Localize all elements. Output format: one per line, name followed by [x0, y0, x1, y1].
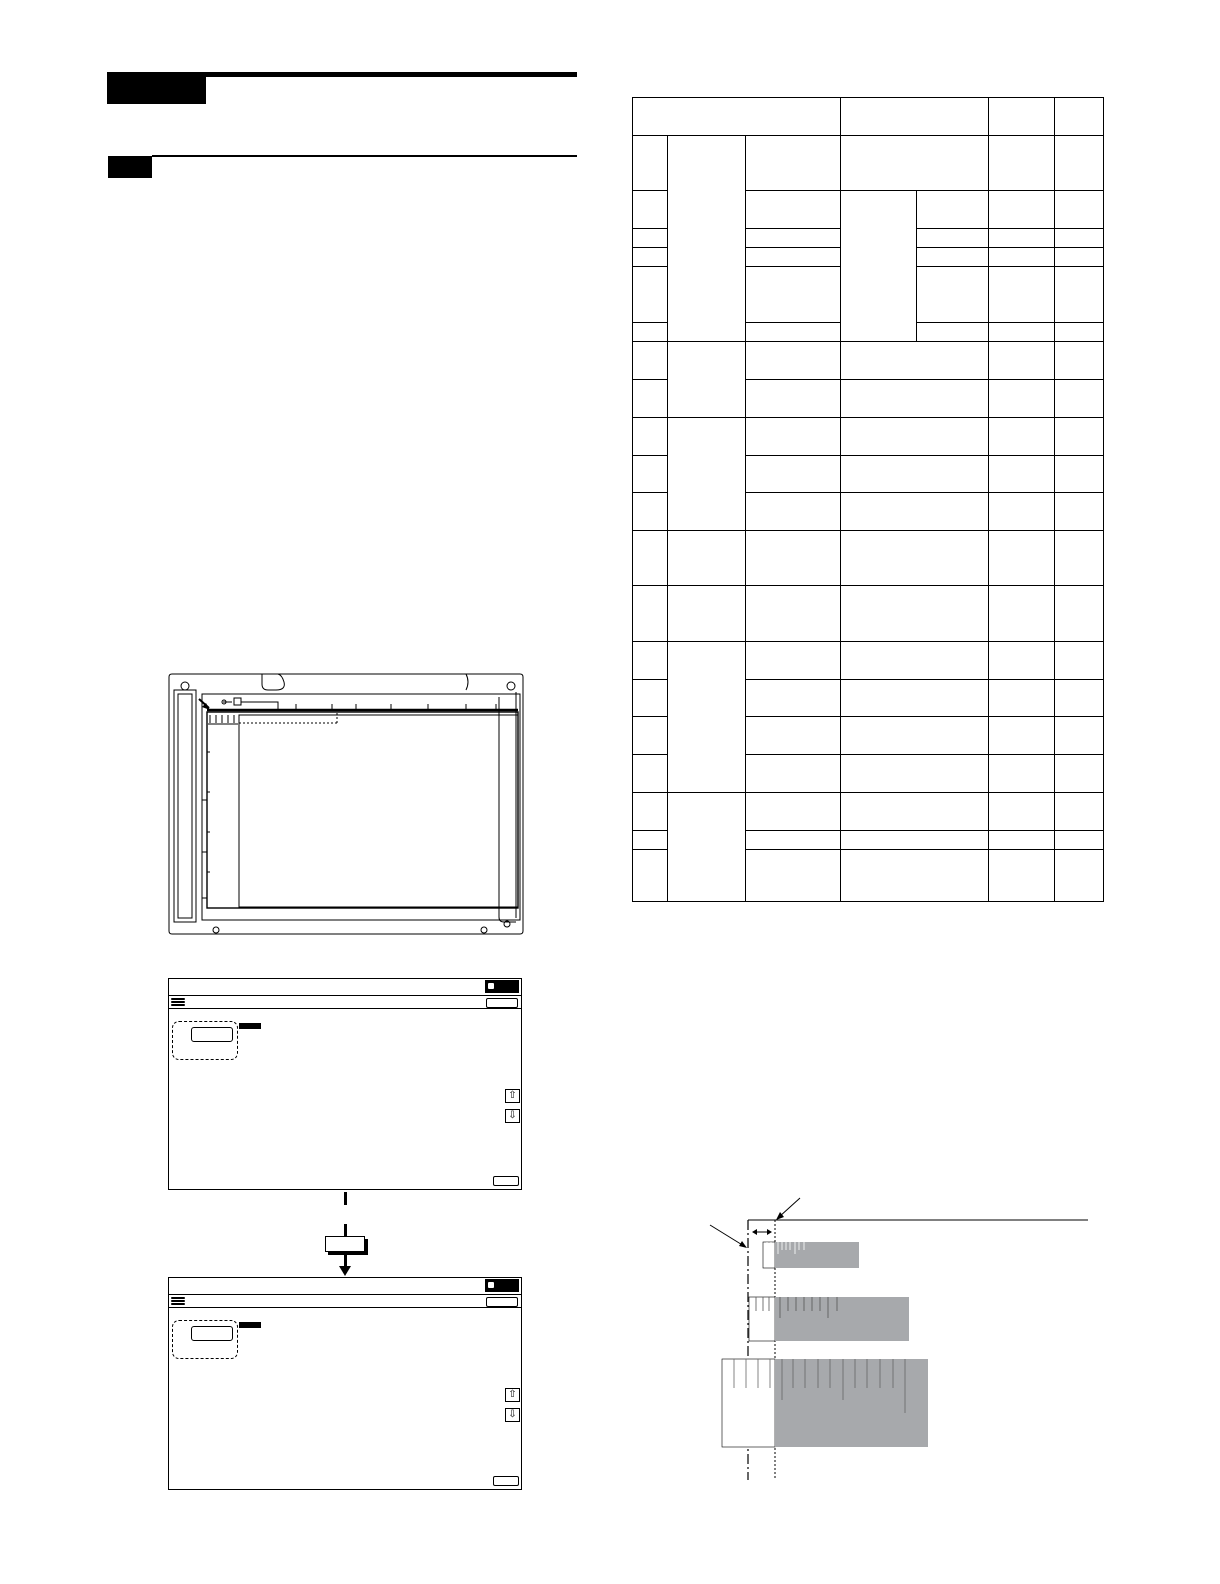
lead-edge-scale-illustration [700, 1190, 1095, 1480]
table-cell [746, 755, 841, 793]
table-cell [841, 793, 989, 831]
table-cell [989, 850, 1055, 902]
table-cell [1055, 755, 1104, 793]
table-cell [917, 191, 989, 229]
scroll-up-icon[interactable]: ⇧ [505, 1089, 520, 1103]
group-cell [668, 136, 746, 342]
table-cell [633, 456, 668, 493]
table-cell [633, 586, 668, 642]
group-cell [668, 586, 746, 642]
menu-icon[interactable] [171, 998, 185, 1007]
table-cell [746, 850, 841, 902]
table-cell [633, 831, 668, 850]
table-cell [989, 229, 1055, 248]
table-cell [746, 136, 841, 191]
table-cell [633, 850, 668, 902]
table-cell [989, 493, 1055, 531]
table-header-row [633, 98, 1104, 136]
table-cell [746, 586, 841, 642]
table-cell [633, 793, 668, 831]
group-cell [841, 191, 917, 342]
group-cell [668, 642, 746, 793]
table-row [633, 642, 1104, 680]
table-cell [1055, 680, 1104, 717]
group-cell [668, 793, 746, 902]
key-press-button[interactable] [325, 1236, 365, 1252]
table-cell [1055, 418, 1104, 456]
table-cell [746, 229, 841, 248]
table-cell [989, 191, 1055, 229]
flow-arrow-icon [339, 1266, 351, 1276]
table-cell [1055, 717, 1104, 755]
table-cell [841, 680, 989, 717]
table-cell [841, 586, 989, 642]
table-cell [746, 248, 841, 267]
table-cell [1055, 323, 1104, 342]
table-cell [746, 418, 841, 456]
table-cell [841, 755, 989, 793]
table-cell [989, 267, 1055, 323]
group-cell [668, 531, 746, 586]
table-cell [1055, 136, 1104, 191]
scroll-up-icon[interactable]: ⇧ [505, 1388, 520, 1402]
table-cell [841, 531, 989, 586]
selected-label [239, 1322, 261, 1328]
scroll-down-icon[interactable]: ⇩ [505, 1109, 520, 1123]
settings-screen-before [168, 978, 522, 1190]
table-cell [633, 717, 668, 755]
value-key[interactable] [191, 1027, 233, 1042]
table-header-cell [1055, 98, 1104, 136]
screen-sub-bar [169, 1295, 521, 1308]
table-cell [1055, 531, 1104, 586]
copy-icon[interactable] [485, 1279, 519, 1292]
table-row [633, 531, 1104, 586]
chapter-tab [107, 72, 206, 104]
group-cell [668, 418, 746, 531]
flow-line-top [344, 1192, 347, 1205]
table-cell [989, 342, 1055, 380]
table-row [633, 418, 1104, 456]
table-cell [989, 831, 1055, 850]
table-cell [1055, 850, 1104, 902]
scanner-glass-illustration [166, 672, 526, 938]
table-cell [633, 323, 668, 342]
scroll-down-icon[interactable]: ⇩ [505, 1408, 520, 1422]
table-cell [746, 831, 841, 850]
table-cell [633, 531, 668, 586]
table-cell [746, 456, 841, 493]
value-key[interactable] [191, 1326, 233, 1341]
table-cell [1055, 248, 1104, 267]
table-cell [633, 248, 668, 267]
table-cell [989, 680, 1055, 717]
section-tab [108, 156, 152, 178]
table-row [633, 586, 1104, 642]
table-cell [746, 323, 841, 342]
table-header-cell [633, 98, 841, 136]
section-rule [152, 155, 577, 157]
screen-title-bar [169, 979, 521, 996]
table-cell [633, 342, 668, 380]
table-cell [746, 642, 841, 680]
table-cell [989, 380, 1055, 418]
table-cell [746, 493, 841, 531]
table-cell [746, 267, 841, 323]
table-cell [1055, 586, 1104, 642]
table-cell [1055, 493, 1104, 531]
table-cell [917, 248, 989, 267]
close-button[interactable] [486, 998, 518, 1008]
ok-button[interactable] [493, 1176, 519, 1186]
table-cell [633, 755, 668, 793]
table-cell [841, 136, 989, 191]
table-header-cell [841, 98, 989, 136]
table-cell [989, 586, 1055, 642]
close-button[interactable] [486, 1297, 518, 1307]
table-cell [746, 380, 841, 418]
chapter-thin-rule [107, 104, 577, 105]
table-cell [841, 493, 989, 531]
flow-line-bottom [344, 1253, 347, 1267]
table-cell [633, 493, 668, 531]
table-cell [1055, 191, 1104, 229]
settings-screen-after [168, 1277, 522, 1490]
table-cell [633, 680, 668, 717]
flow-line-middle [344, 1224, 347, 1236]
table-cell [989, 248, 1055, 267]
adjustment-table [632, 97, 1104, 902]
group-cell [668, 342, 746, 418]
table-cell [1055, 229, 1104, 248]
table-cell [989, 456, 1055, 493]
table-row [633, 793, 1104, 831]
table-cell [917, 323, 989, 342]
table-cell [989, 323, 1055, 342]
table-cell [746, 680, 841, 717]
table-cell [989, 642, 1055, 680]
copy-icon[interactable] [485, 980, 519, 993]
table-cell [841, 380, 989, 418]
chapter-rule [206, 72, 577, 77]
table-cell [633, 229, 668, 248]
table-cell [1055, 267, 1104, 323]
table-cell [746, 531, 841, 586]
table-row [633, 342, 1104, 380]
menu-icon[interactable] [171, 1297, 185, 1306]
table-cell [1055, 793, 1104, 831]
table-cell [633, 380, 668, 418]
table-cell [746, 793, 841, 831]
table-cell [989, 418, 1055, 456]
table-cell [841, 456, 989, 493]
table-cell [989, 717, 1055, 755]
selected-label [239, 1023, 261, 1029]
table-cell [1055, 342, 1104, 380]
table-cell [989, 136, 1055, 191]
table-cell [746, 191, 841, 229]
table-cell [1055, 831, 1104, 850]
table-row [633, 136, 1104, 191]
table-cell [841, 850, 989, 902]
table-cell [746, 717, 841, 755]
table-cell [989, 531, 1055, 586]
table-cell [841, 831, 989, 850]
table-cell [841, 418, 989, 456]
table-cell [989, 755, 1055, 793]
table-cell [633, 191, 668, 229]
screen-title-bar [169, 1278, 521, 1295]
table-cell [746, 342, 841, 380]
ok-button[interactable] [493, 1476, 519, 1486]
table-cell [633, 642, 668, 680]
table-cell [917, 267, 989, 323]
table-cell [1055, 642, 1104, 680]
screen-sub-bar [169, 996, 521, 1009]
table-cell [917, 229, 989, 248]
table-cell [841, 342, 989, 380]
table-cell [1055, 456, 1104, 493]
table-cell [841, 642, 989, 680]
table-cell [841, 717, 989, 755]
table-header-cell [989, 98, 1055, 136]
table-cell [1055, 380, 1104, 418]
table-cell [989, 793, 1055, 831]
table-cell [633, 418, 668, 456]
table-cell [633, 136, 668, 191]
table-cell [633, 267, 668, 323]
